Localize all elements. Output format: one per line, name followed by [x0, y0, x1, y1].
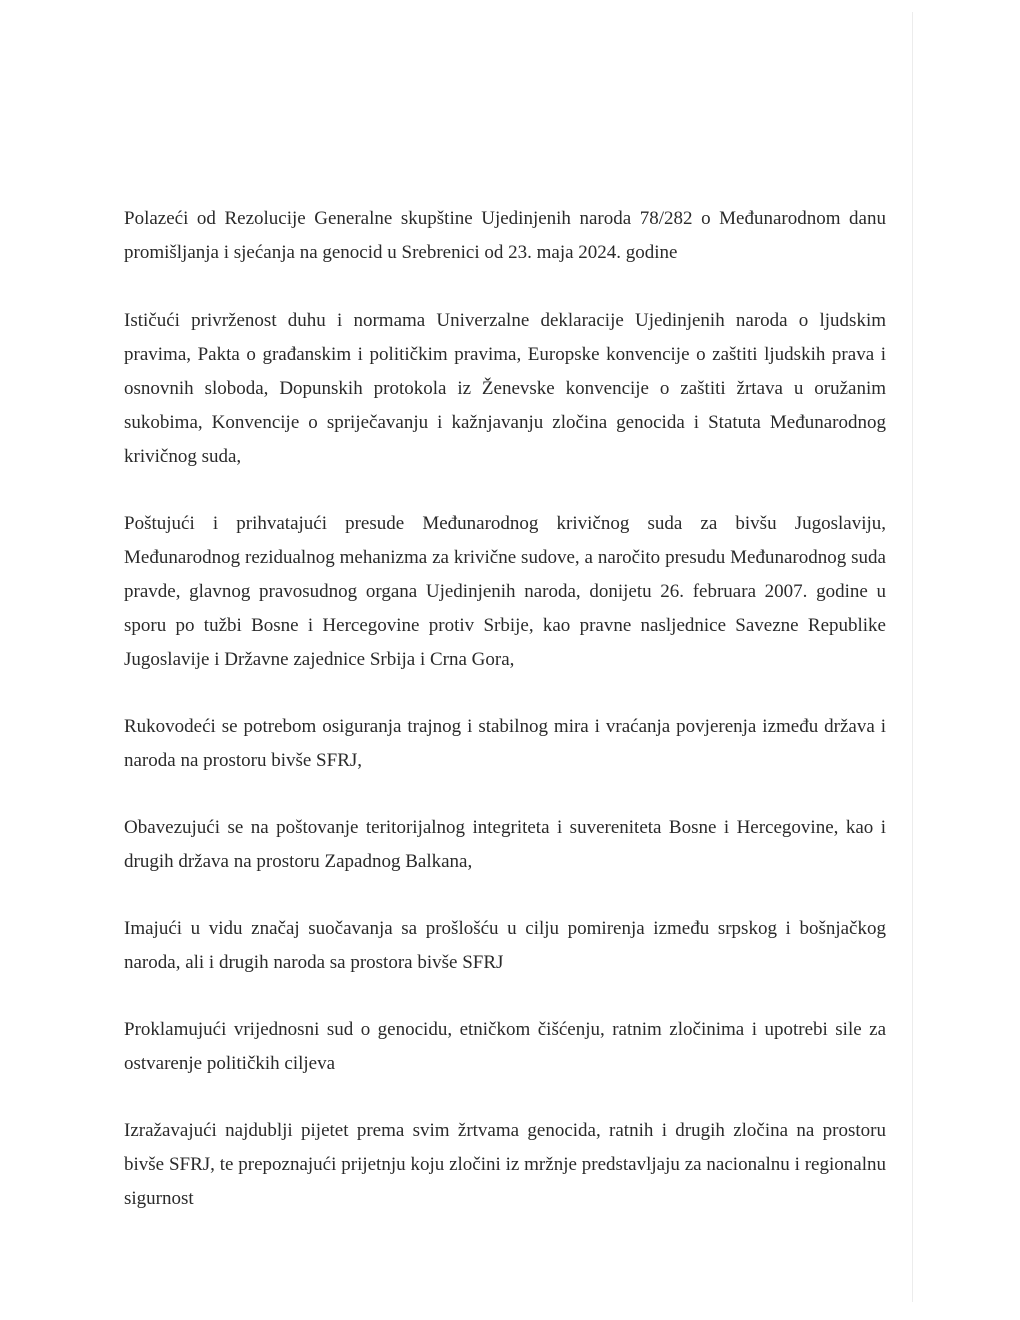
paragraph-value-judgment: Proklamujući vrijednosni sud o genocidu, etničkom čišćenju, ratnim zločinima i upotrebi sile za ostvarenje političkih ciljeva [124, 1019, 886, 1074]
paragraph-court-judgments: Poštujući i prihvatajući presude Međunarodnog krivičnog suda za bivšu Jugoslaviju, Međunarodnog rezidualnog mehanizma za krivične sudove, a naročito presudu Međunarodnog suda pravde, glavnog pravosudnog organa Ujedinjenih naroda, donijetu 26. februara 2007. godine u sporu po tužbi Bosne i Hercegovine protiv Srbije, kao pravne nasljednice Savezne Republike Jugoslavije i Državne zajednice Srbija i Crna Gora, [124, 513, 886, 670]
paragraph-reconciliation: Imajući u vidu značaj suočavanja sa prošlošću u cilju pomirenja između srpskog i bošnjačkog naroda, ali i drugih naroda sa prostora bivše SFRJ [124, 918, 886, 973]
document-body [124, 202, 886, 1216]
paragraph-resolution-reference: Polazeći od Rezolucije Generalne skupštine Ujedinjenih naroda 78/282 o Međunarodnom danu promišljanja i sjećanja na genocid u Srebrenici od 23. maja 2024. godine [124, 208, 886, 263]
paragraph-human-rights-norms: Ističući privrženost duhu i normama Univerzalne deklaracije Ujedinjenih naroda o ljudskim pravima, Pakta o građanskim i političkim pravima, Europske konvencije o zaštiti ljudskih prava i osnovnih sloboda, Dopunskih protokola iz Ženevske konvencije o zaštiti žrtava u oružanim sukobima, Konvencije o spriječavanju i kažnjavanju zločina genocida i Statuta Međunarodnog krivičnog suda, [124, 310, 886, 467]
paragraph-victims-tribute: Izražavajući najdublji pijetet prema svim žrtvama genocida, ratnih i drugih zločina na prostoru bivše SFRJ, te prepoznajući prijetnju koju zločini iz mržnje predstavljaju za nacionalnu i regionalnu sigurnost [124, 1120, 886, 1209]
paragraph-territorial-integrity: Obavezujući se na poštovanje teritorijalnog integriteta i suvereniteta Bosne i Hercegovine, kao i drugih država na prostoru Zapadnog Balkana, [124, 817, 886, 872]
page-edge-line [912, 12, 913, 1302]
paragraph-lasting-peace: Rukovodeći se potrebom osiguranja trajnog i stabilnog mira i vraćanja povjerenja između država i naroda na prostoru bivše SFRJ, [124, 716, 886, 771]
